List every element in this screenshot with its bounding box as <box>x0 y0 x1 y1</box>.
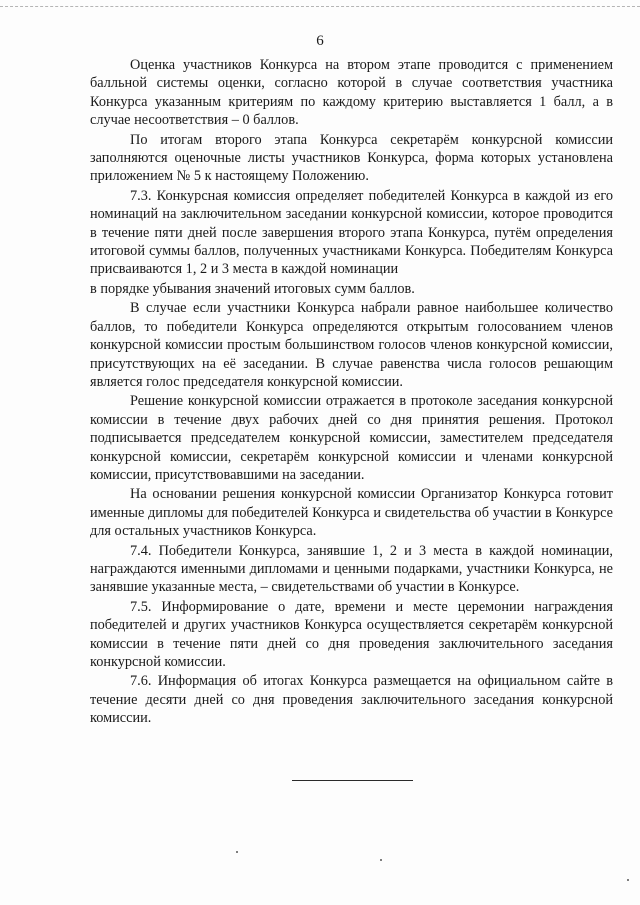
scan-speck <box>380 859 382 861</box>
paragraph-7-3-continuation: в порядке убывания значений итоговых сумм баллов. <box>90 280 415 297</box>
page-number: 6 <box>316 33 324 49</box>
paragraph-protocol: Решение конкурсной комиссии отражается в протоколе заседания конкурсной комиссии в течение двух рабочих дней со дня принятия решения. Протокол подписывается председателем конкурсной комиссии, заместителем председателя конкурсной комиссии, секретарём конкурсной комиссии и членами конкурсной комиссии, присутствовавшими на заседании. <box>90 393 613 483</box>
paragraph-equal-scores: В случае если участники Конкурса набрали равное наибольшее количество баллов, то победители Конкурса определяются открытым голосованием членов конкурсной комиссии простым большинством голосов членов конкурсной комиссии, присутствующих на её заседании. В случае равенства числа голосов решающим является голос председателя конкурсной комиссии. <box>90 300 613 390</box>
paragraph-7-4-awards: 7.4. Победители Конкурса, занявшие 1, 2 и 3 места в каждой номинации, награждаются именными дипломами и ценными подарками, участники Конкурса, не занявшие указанные места, – свидетельствами об участии в Конкурсе. <box>90 542 613 596</box>
paragraph-7-3-winners: 7.3. Конкурсная комиссия определяет победителей Конкурса в каждой из его номинаций на заключительном заседании конкурсной комиссии, которое проводится в течение пяти дней после завершения второго этапа Конкурса, путём определения итоговой суммы баллов, полученных участниками Конкурса. Победителям Конкурса присваиваются 1, 2 и 3 места в каждой номинации <box>90 187 613 278</box>
end-of-text-rule <box>292 780 413 781</box>
scan-speck <box>236 851 238 853</box>
paragraph-7-5-ceremony: 7.5. Информирование о дате, времени и месте церемонии награждения победителей и других участников Конкурса осуществляется секретарём конкурсной комиссии в течение пяти дней со дня проведения заключительного заседания конкурсной комиссии. <box>90 598 613 670</box>
document-body <box>90 56 613 728</box>
paragraph-diplomas: На основании решения конкурсной комиссии Организатор Конкурса готовит именные дипломы для победителей Конкурса и свидетельства об участии в Конкурсе для остальных участников Конкурса. <box>90 486 613 540</box>
paragraph-evaluation-sheets: По итогам второго этапа Конкурса секретарём конкурсной комиссии заполняются оценочные листы участников Конкурса, форма которых установлена приложением № 5 к настоящему Положению. <box>90 131 613 185</box>
scan-edge-line <box>0 6 640 9</box>
paragraph-7-6-results: 7.6. Информация об итогах Конкурса размещается на официальном сайте в течение десяти дней со дня проведения заключительного заседания конкурсной комиссии. <box>90 673 613 727</box>
scan-speck <box>627 879 629 881</box>
paragraph-stage-two-scoring: Оценка участников Конкурса на втором этапе проводится с применением балльной системы оценки, согласно которой в случае соответствия участника Конкурса указанным критериям по каждому критерию выставляется 1 балл, а в случае несоответствия – 0 баллов. <box>90 57 613 129</box>
